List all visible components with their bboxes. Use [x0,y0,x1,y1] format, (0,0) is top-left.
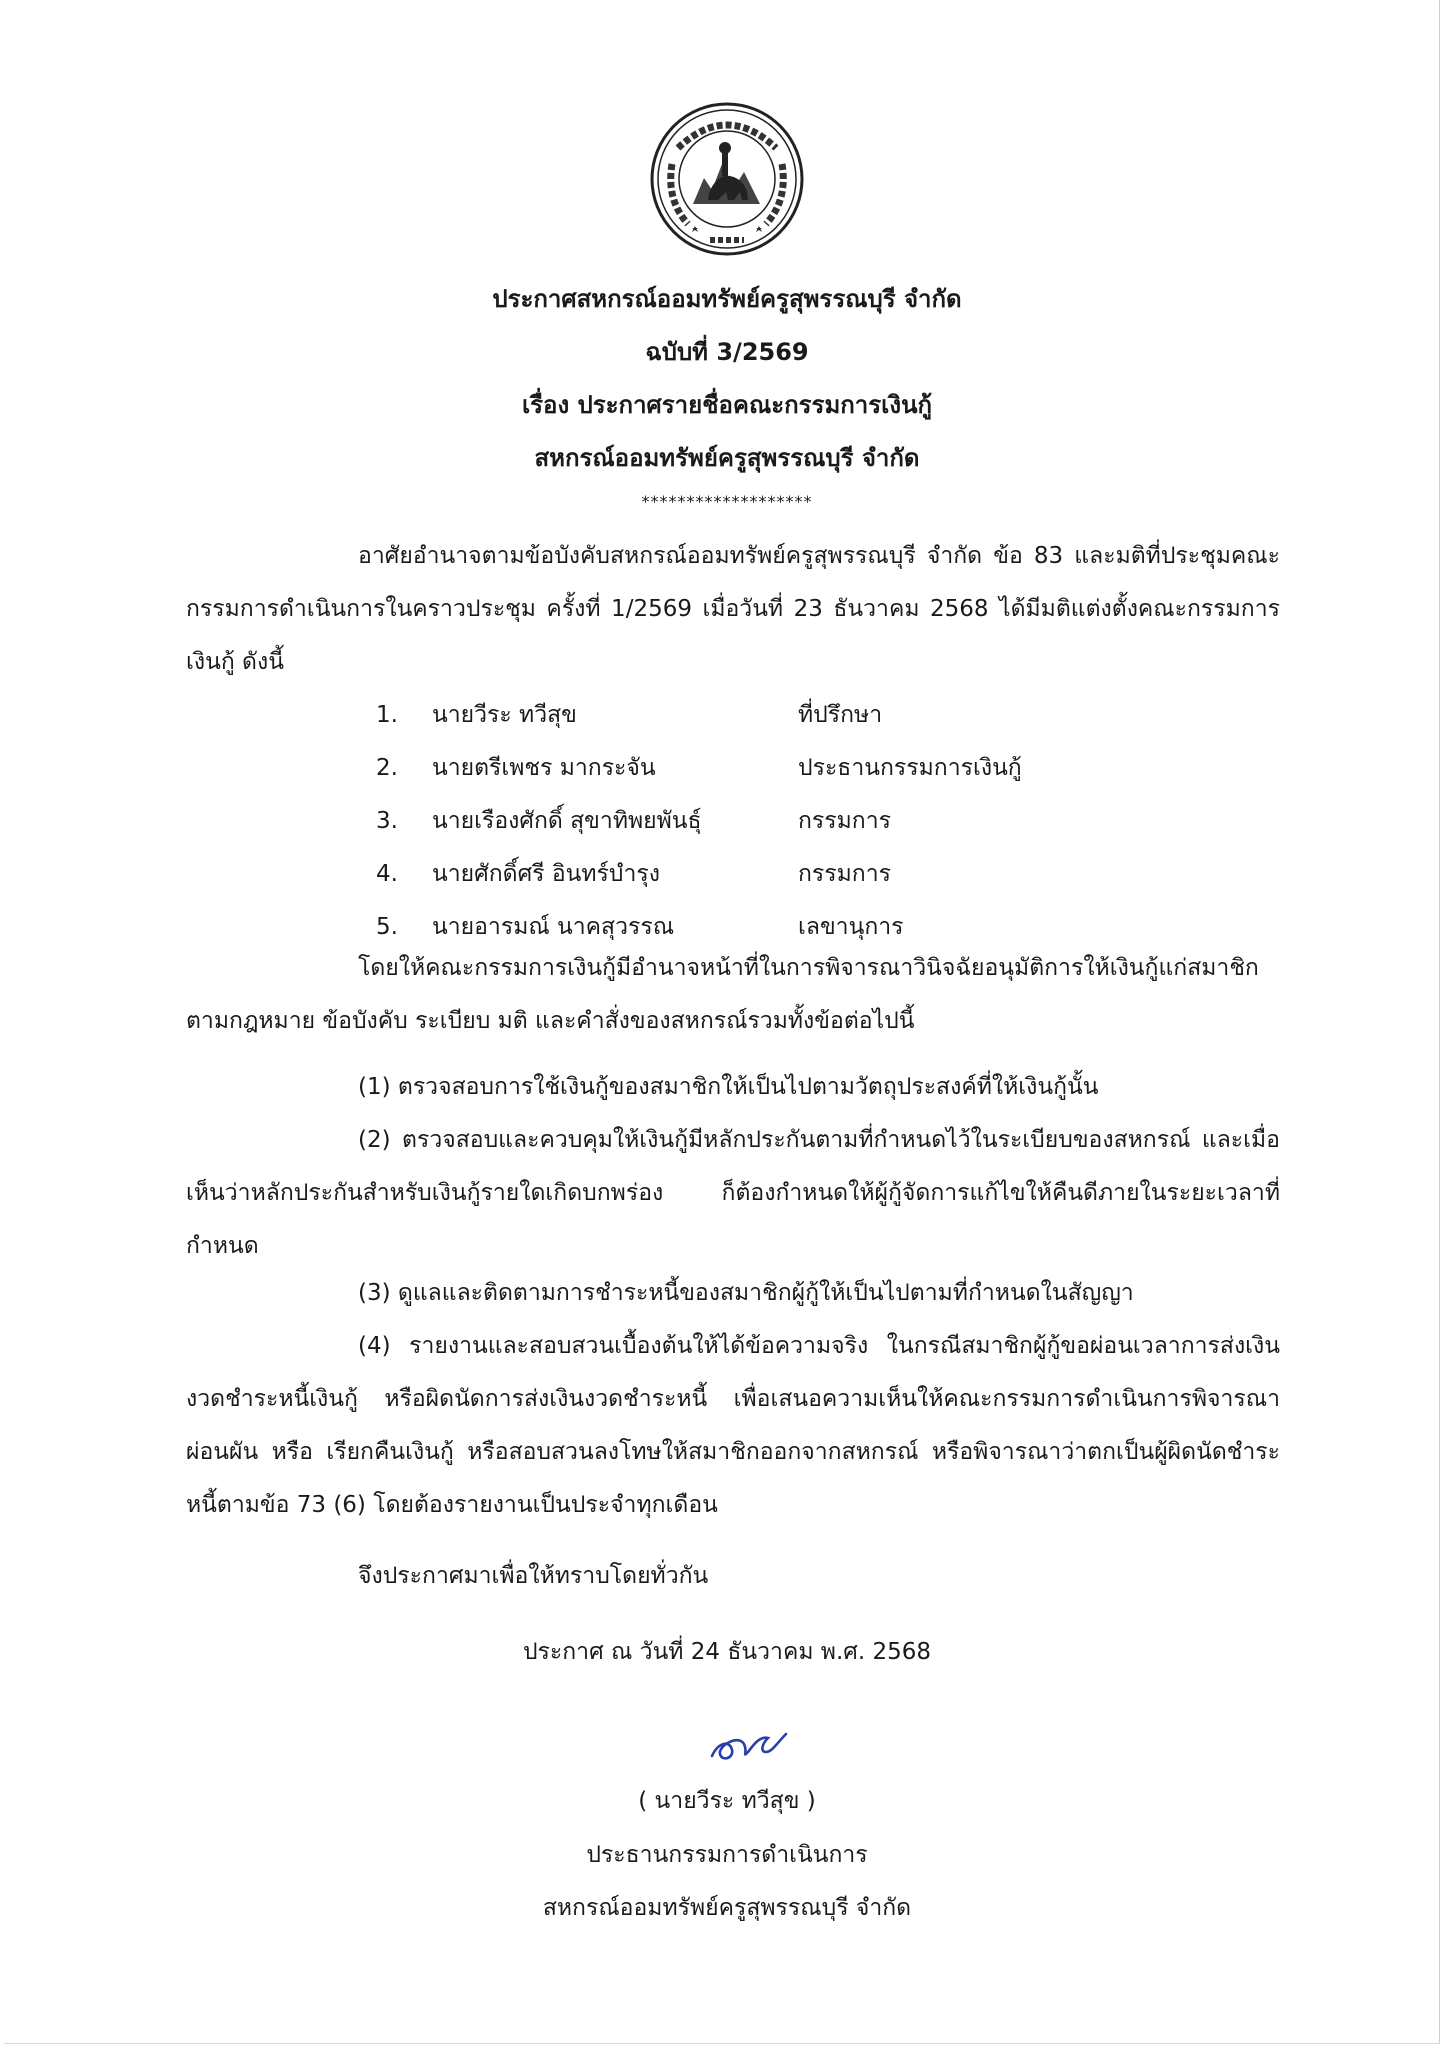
member-role: ที่ปรึกษา [798,702,883,728]
header-line-2: ฉบับที่ 3/2569 [645,338,809,366]
header-line-1: ประกาศสหกรณ์ออมทรัพย์ครูสุพรรณบุรี จำกัด [492,285,962,313]
header-subject: เรื่อง ประกาศรายชื่อคณะกรรมการเงินกู้ [521,391,933,419]
member-name: นายตรีเพชร มากระจัน [432,755,656,781]
member-role: ประธานกรรมการเงินกู้ [798,755,1022,781]
signer-position: ประธานกรรมการดำเนินการ [586,1842,868,1868]
intro-paragraph: อาศัยอำนาจตามข้อบังคับสหกรณ์ออมทรัพย์ครูสุพรรณบุรี จำกัด ข้อ 83 และมติที่ประชุมคณะกรรมการดำเนินการในคราวประชุม ครั้งที่ 1/2569 เมื่อวันที่ 23 ธันวาคม 2568 ได้มีมติแต่งตั้งคณะกรรมการเงินกู้ ดังนี้ [186,543,1280,675]
member-role: กรรมการ [798,861,891,887]
member-name: นายวีระ ทวีสุข [432,702,577,728]
member-number: 4. [376,861,398,887]
duty-item: (1) ตรวจสอบการใช้เงินกู้ของสมาชิกให้เป็นไปตามวัตถุประสงค์ที่ให้เงินกู้นั้น [358,1074,1099,1100]
header-organization: สหกรณ์ออมทรัพย์ครูสุพรรณบุรี จำกัด [534,444,920,472]
duty-item: (2) ตรวจสอบและควบคุมให้เงินกู้มีหลักประกันตามที่กำหนดไว้ในระเบียบของสหกรณ์ และเมื่อเห็นว่าหลักประกันสำหรับเงินกู้รายใดเกิดบกพร่อง ก็ต้องกำหนดให้ผู้กู้จัดการแก้ไขให้คืนดีภายในระยะเวลาที่กำหนด [186,1127,1280,1259]
signer-name: ( นายวีระ ทวีสุข ) [638,1788,816,1814]
duties-intro-paragraph: โดยให้คณะกรรมการเงินกู้มีอำนาจหน้าที่ในการพิจารณาวินิจฉัยอนุมัติการให้เงินกู้แก่สมาชิกตามกฎหมาย ข้อบังคับ ระเบียบ มติ และคำสั่งของสหกรณ์รวมทั้งข้อต่อไปนี้ [186,955,1259,1034]
member-role: เลขานุการ [798,914,904,940]
member-number: 3. [376,808,398,834]
signature-icon [704,1722,794,1770]
document-page [4,0,1440,2044]
closing-statement: จึงประกาศมาเพื่อให้ทราบโดยทั่วกัน [358,1563,709,1589]
duty-item: (3) ดูแลและติดตามการชำระหนี้ของสมาชิกผู้กู้ให้เป็นไปตามที่กำหนดในสัญญา [358,1280,1134,1306]
member-name: นายศักดิ์ศรี อินทร์บำรุง [432,861,660,887]
announcement-date: ประกาศ ณ วันที่ 24 ธันวาคม พ.ศ. 2568 [522,1639,932,1665]
duty-item: (4) รายงานและสอบสวนเบื้องต้นให้ได้ข้อความจริง ในกรณีสมาชิกผู้กู้ขอผ่อนเวลาการส่งเงินงวดชำระหนี้เงินกู้ หรือผิดนัดการส่งเงินงวดชำระหนี้ เพื่อเสนอความเห็นให้คณะกรรมการดำเนินการพิจารณาผ่อนผัน หรือ เรียกคืนเงินกู้ หรือสอบสวนลงโทษให้สมาชิกออกจากสหกรณ์ หรือพิจารณาว่าตกเป็นผู้ผิดนัดชำระหนี้ตามข้อ 73 (6) โดยต้องรายงานเป็นประจำทุกเดือน [186,1333,1280,1518]
member-name: นายเรืองศักดิ์ สุขาทิพยพันธุ์ [432,808,702,834]
signer-organization: สหกรณ์ออมทรัพย์ครูสุพรรณบุรี จำกัด [542,1895,912,1921]
member-role: กรรมการ [798,808,891,834]
member-number: 5. [376,914,398,940]
seal-icon [648,100,806,258]
member-number: 2. [376,755,398,781]
member-number: 1. [376,702,398,728]
header-divider: ******************* [641,492,813,511]
member-name: นายอารมณ์ นาคสุวรรณ [432,914,675,940]
